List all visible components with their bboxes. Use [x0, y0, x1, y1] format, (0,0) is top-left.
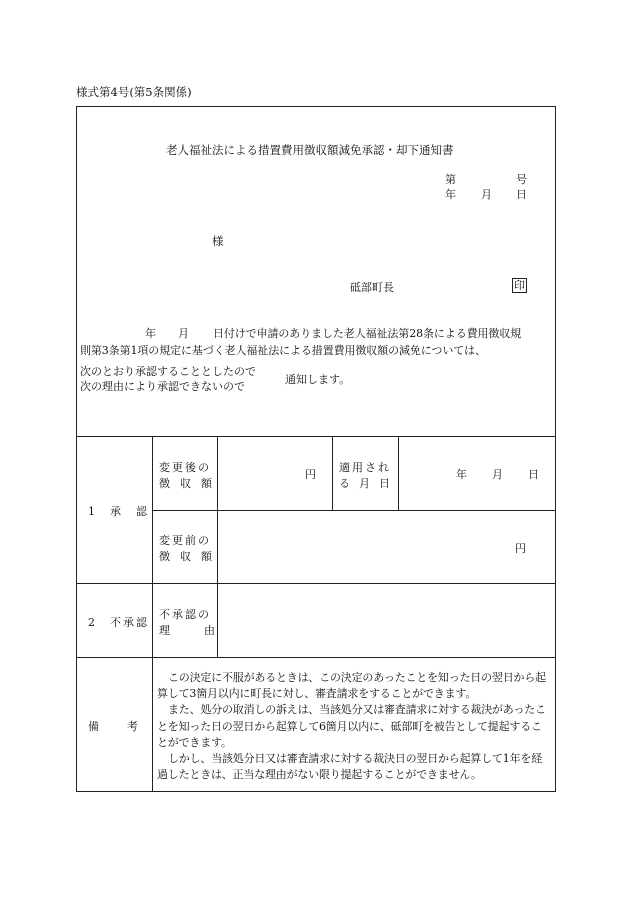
- table-top-border: [76, 436, 556, 437]
- body-date-year: 年: [145, 327, 156, 340]
- after-amount-label-line2: 徴収額: [159, 477, 222, 490]
- remarks-paragraph: また、処分の取消しの訴えは、当該処分又は審査請求に対する裁決があったことを知った日の翌日から起算して6箇月以内に、砥部町を被告として提起することができます。: [157, 703, 546, 749]
- label-column-border: [152, 436, 153, 792]
- applied-date-day: 日: [528, 468, 541, 481]
- after-amount-unit: 円: [305, 468, 318, 481]
- amount-column-border: [332, 436, 333, 510]
- option-approve: 次のとおり承認することとしたので: [80, 365, 256, 378]
- issue-date-year: 年: [445, 188, 456, 201]
- applied-date-month: 月: [492, 468, 505, 481]
- number-prefix: 第: [445, 173, 456, 186]
- body-line-2: 則第3条第1項の規定に基づく老人福祉法による措置費用徴収額の減免については、: [80, 344, 486, 357]
- issuer-name: 砥部町長: [350, 281, 394, 294]
- remarks-section-label: 備 考: [88, 720, 140, 733]
- issue-date-day: 日: [516, 188, 527, 201]
- body-line-1: 日付けで申請のありました老人福祉法第28条による費用徴収規: [213, 327, 522, 340]
- rejection-reason-label-line1: 不承認の: [159, 608, 211, 621]
- document-title: 老人福祉法による措置費用徴収額減免承認・却下通知書: [166, 143, 454, 157]
- rejection-reason-label-line2: 理由: [159, 624, 249, 637]
- remarks-text: [157, 670, 552, 783]
- addressee-suffix: 様: [212, 234, 224, 248]
- remarks-paragraph: この決定に不服があるときは、この決定のあったことを知った日の翌日から起算して3箇月以内に町長に対し、審査請求をすることができます。: [157, 671, 546, 701]
- applied-label-column-border: [398, 436, 399, 510]
- option-reject: 次の理由により承認できないので: [80, 380, 245, 393]
- applied-date-label-line2: る月日: [339, 477, 399, 490]
- approval-row-divider: [152, 510, 556, 511]
- after-amount-label-line1: 変更後の: [159, 461, 211, 474]
- approval-bottom-border: [76, 583, 556, 584]
- issue-date-month: 月: [481, 188, 492, 201]
- applied-date-year: 年: [456, 468, 469, 481]
- body-date-month: 月: [178, 327, 189, 340]
- before-amount-label-line1: 変更前の: [159, 534, 211, 547]
- approval-section-label: 1 承 認: [88, 505, 149, 518]
- remarks-paragraph: しかし、当該処分日又は審査請求に対する裁決日の翌日から起算して1年を経過したときは、正当な理由がない限り提起することができません。: [157, 752, 542, 782]
- before-amount-unit: 円: [515, 542, 528, 555]
- before-amount-label-line2: 徴収額: [159, 550, 222, 563]
- form-number-label: 様式第4号(第5条関係): [76, 85, 192, 99]
- seal-char: 印: [514, 279, 525, 292]
- seal-mark: [512, 278, 527, 293]
- rejection-section-label: 2 不承認: [88, 616, 149, 629]
- rejection-bottom-border: [76, 657, 556, 658]
- closing-text: 通知します。: [285, 373, 351, 386]
- number-suffix: 号: [516, 173, 527, 186]
- applied-date-label-line1: 適用され: [339, 461, 391, 474]
